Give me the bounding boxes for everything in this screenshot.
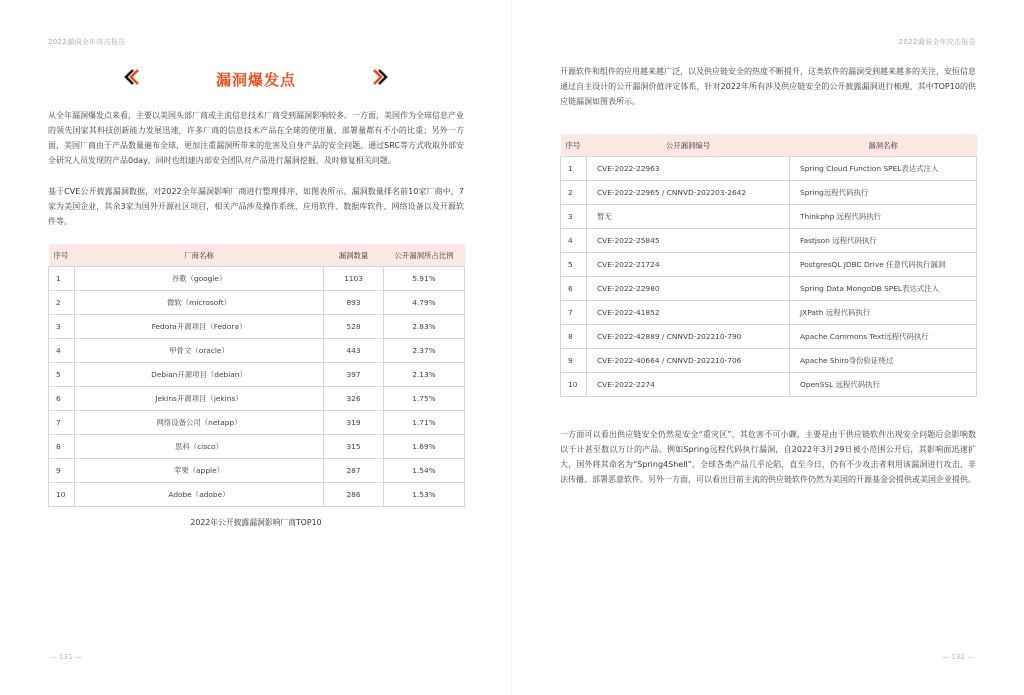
table-cell: 4 [561,229,587,253]
table-cell: CVE-2022-22965 / CNNVD-202203-2642 [587,181,790,205]
supply-chain-intro: 开源软件和组件的应用越来越广泛，以及供应链安全的热度不断提升，这类软件的漏洞受到越来越多的关注，安恒信息通过自主设计的公开漏洞价值评定体系，针对2022年所有涉及供应链安全的公开披露漏洞进行梳理，其中TOP10的供应链漏洞如图表所示。 [560,67,976,106]
table-cell: 1 [49,267,75,291]
table-cell: 5.91% [384,267,465,291]
table-cell: 5 [561,253,587,277]
table-cell: 326 [324,387,384,411]
col-header-index: 序号 [561,134,587,157]
cve-row [561,301,977,325]
ranking-paragraph: 基于CVE公开披露漏洞数据，对2022全年漏洞影响厂商进行整理排序，如图表所示。漏洞数量排名前10家厂商中，7家为美国企业，其余3家为国外开源社区项目，相关产品涉及操作系统、应用软件、数据库软件、网络设备以及开源软件等。 [48,187,464,226]
table-cell: 网络设备公司（netapp） [75,411,324,435]
table-cell: PostgresQL JDBC Drive 任意代码执行漏洞 [790,253,977,277]
cve-row [561,325,977,349]
table-cell: Apache Shiro身份验证绕过 [790,349,977,373]
supply-chain-analysis: 一方面可以看出供应链安全仍然是安全“重灾区”，其危害不可小觑，主要是由于供应链软件出现安全问题后会影响数以千计甚至数以万计的产品。例如Spring远程代码执行漏洞，自2022年3月29日被小范围公开后，其影响面迅速扩大，国外将其命名为“Spring4Shell”，全球各类产品几乎沦陷，直至今日，仍有不少攻击者利用该漏洞进行攻击、非法传播、部署恶意软件。另外一方面，可以看出目前主流的供应链软件仍然为美国的开源基金会提供或美国企业提供。 [560,430,976,484]
table-cell: CVE-2022-42889 / CNNVD-202210-790 [587,325,790,349]
table-cell: 9 [561,349,587,373]
cve-row [561,181,977,205]
table-cell: 4 [49,339,75,363]
vendor-row [49,291,465,315]
table-cell: CVE-2022-41852 [587,301,790,325]
vendor-row [49,387,465,411]
table-cell: CVE-2022-22963 [587,157,790,181]
vendor-row [49,459,465,483]
table-cell: 528 [324,315,384,339]
cve-row [561,277,977,301]
table-caption: 2022年公开披露漏洞影响厂商TOP10 [190,518,322,527]
table-cell: 暂无 [587,205,790,229]
table-cell: 397 [324,363,384,387]
vendor-row [49,411,465,435]
cve-table [560,134,977,397]
table-cell: 2 [561,181,587,205]
vendor-row [49,363,465,387]
table-cell: 7 [561,301,587,325]
table-cell: 319 [324,411,384,435]
cve-row [561,253,977,277]
table-cell: OpenSSL 远程代码执行 [790,373,977,397]
table-cell: Adobe（adobe） [75,483,324,507]
table-cell: 10 [561,373,587,397]
table-cell: 1.69% [384,435,465,459]
table-cell: JXPath 远程代码执行 [790,301,977,325]
table-cell: 谷歌（google） [75,267,324,291]
table-cell: CVE-2022-21724 [587,253,790,277]
table-cell: 2.13% [384,363,465,387]
table-cell: 2.37% [384,339,465,363]
table-cell: 9 [49,459,75,483]
cve-row [561,157,977,181]
table-cell: 443 [324,339,384,363]
table-cell: 5 [49,363,75,387]
cve-table-header [561,134,977,157]
cve-row [561,349,977,373]
col-header-count: 漏洞数量 [324,244,384,267]
table-cell: Jekins开源项目（jekins） [75,387,324,411]
running-header-left: 2022漏洞全年攻击报告 [48,38,126,46]
vendor-row [49,267,465,291]
table-cell: 3 [49,315,75,339]
vendor-row [49,315,465,339]
table-cell: 1.53% [384,483,465,507]
table-cell: 1.54% [384,459,465,483]
table-cell: 微软（microsoft） [75,291,324,315]
vendor-row [49,339,465,363]
vendor-table-header [49,244,465,267]
right-page [512,0,1024,695]
page-number-left: — 131 — [50,653,82,661]
table-cell: 893 [324,291,384,315]
table-cell: 1 [561,157,587,181]
cve-row [561,205,977,229]
col-header-vendor: 厂商名称 [75,244,324,267]
table-cell: CVE-2022-2274 [587,373,790,397]
col-header-ratio: 公开漏洞所占比例 [384,244,465,267]
table-cell: CVE-2022-22980 [587,277,790,301]
table-cell: CVE-2022-40664 / CNNVD-202210-706 [587,349,790,373]
chevron-right-icon [372,68,390,86]
table-cell: 10 [49,483,75,507]
cve-row [561,373,977,397]
table-cell: 6 [561,277,587,301]
table-cell: Spring Data MongoDB SPEL表达式注入 [790,277,977,301]
table-cell: CVE-2022-25845 [587,229,790,253]
table-cell: 2 [49,291,75,315]
table-cell: 苹果（apple） [75,459,324,483]
intro-paragraph: 从全年漏洞爆发点来看，主要以美国头部厂商或主流信息技术厂商受到漏洞影响较多。一方面，美国作为全球信息产业的领先国家其科技创新能力发展迅速，许多厂商的信息技术产品在全球的使用量、部署量都有不小的比重；另外一方面，美国厂商由于产品数量遍布全球，更加注重漏洞所带来的危害及自身产品的安全问题。通过SRC等方式收取外部安全研究人员发现的产品0day，同时也组建内部安全团队对产品进行漏洞挖掘、及时修复相关问题。 [48,111,464,165]
vendor-row [49,483,465,507]
table-cell: 287 [324,459,384,483]
table-cell: 2.83% [384,315,465,339]
table-cell: Fastjson 远程代码执行 [790,229,977,253]
table-cell: 7 [49,411,75,435]
table-cell: Thinkphp 远程代码执行 [790,205,977,229]
table-cell: 8 [49,435,75,459]
table-cell: 甲骨文（oracle） [75,339,324,363]
table-cell: 1.75% [384,387,465,411]
col-header-index: 序号 [49,244,75,267]
running-header-right: 2022漏洞全年攻击报告 [898,38,976,46]
table-cell: Fedora开源项目（Fedora） [75,315,324,339]
vendor-table [48,244,465,507]
table-cell: 1.71% [384,411,465,435]
table-cell: 315 [324,435,384,459]
table-cell: 4.79% [384,291,465,315]
col-header-vuln-name: 漏洞名称 [790,134,977,157]
table-cell: 286 [324,483,384,507]
page-number-right: — 132 — [942,653,974,661]
table-cell: Debian开源项目（debian） [75,363,324,387]
section-title: 漏洞爆发点 [215,71,296,89]
cve-row [561,229,977,253]
table-cell: 1103 [324,267,384,291]
table-cell: 6 [49,387,75,411]
table-cell: 8 [561,325,587,349]
table-cell: Spring远程代码执行 [790,181,977,205]
table-cell: 3 [561,205,587,229]
table-cell: 思科（cisco） [75,435,324,459]
table-cell: Apache Commons Text远程代码执行 [790,325,977,349]
col-header-cve: 公开漏洞编号 [587,134,790,157]
table-cell: Spring Cloud Function SPEL表达式注入 [790,157,977,181]
section-title-bar [120,66,392,92]
vendor-row [49,435,465,459]
